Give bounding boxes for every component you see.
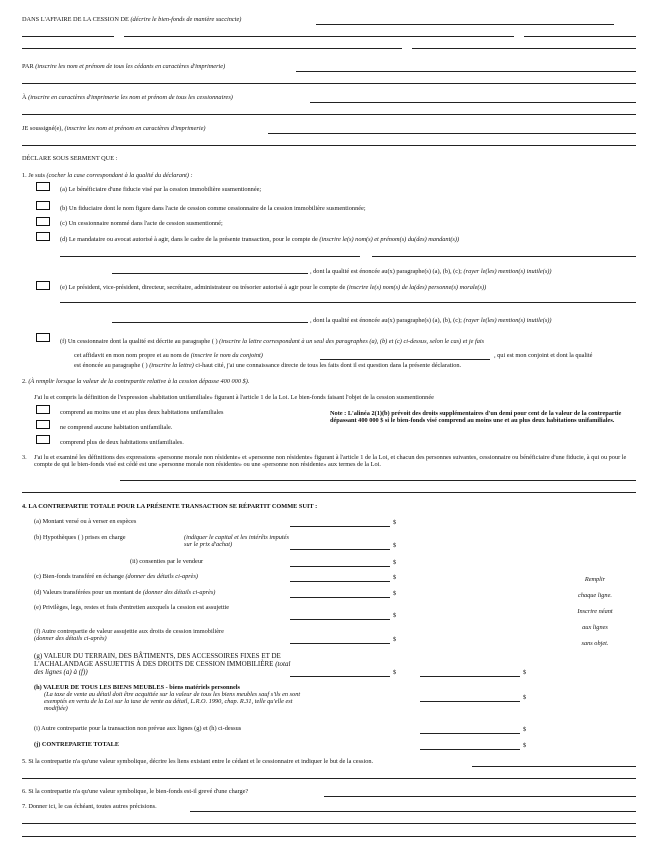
1f-line3: est énoncée au paragraphe ( ) (inscrire la lettre) ci-haut cité, j'ai une connaissance directe de tous les faits dont il est question dans la présente déclaration. xyxy=(74,362,462,369)
item-1a: (a) Le bénéficiaire d'une fiducie visé par la cession immobilière susmentionnée; xyxy=(60,186,262,193)
line-4d-label: (d) Valeurs transférées pour un montant de (donner des détails ci-après) xyxy=(34,589,216,596)
1e-field-line2[interactable] xyxy=(112,322,308,323)
section2-intro: J'ai lu et compris la définition de l'expression «habitation unifamiliale» figurant à l'article 1 de la Loi. Le bien-fonds faisant l'objet de la cession susmentionnée xyxy=(34,394,434,401)
1d-field-line1[interactable] xyxy=(60,256,360,257)
checkbox-2b[interactable] xyxy=(36,420,50,429)
line-4b2-unit: $ xyxy=(393,559,397,566)
side-note-1: Remplir xyxy=(584,576,606,583)
line-4e-unit: $ xyxy=(393,612,397,619)
a-field-line2[interactable] xyxy=(22,114,636,115)
je-field-line2[interactable] xyxy=(22,145,636,146)
checkbox-1f[interactable] xyxy=(36,333,50,342)
checkbox-1b[interactable] xyxy=(36,201,50,210)
option-2a: comprend au moins une et au plus deux habitations unifamiliales xyxy=(60,409,224,416)
side-note-2: chaque ligne. xyxy=(578,592,612,599)
section5-field-line1[interactable] xyxy=(472,766,636,767)
1f-line2: cet affidavit en mon nom propre et au nom de (inscrire le nom du conjoint) xyxy=(74,352,263,359)
line-4h-unit: $ xyxy=(523,694,527,701)
affaire-field-line3b[interactable] xyxy=(412,48,636,49)
section3-text: J'ai lu et examiné les définitions des expressions «personne morale non résidente» et «personne non résidente» figurant à l'article 1 de la Loi, et chacun des personnes suivantes, cessionnaire ou bénéficiaire d'une fiducie, à qui ou pour le compte de qui le bien-fonds visé est cédé est une «personne morale non résidente» ou une «personne non résidente» aux termes de la Loi. xyxy=(34,454,627,469)
par-field-line2[interactable] xyxy=(22,83,636,84)
section3-num: 3. xyxy=(22,454,27,461)
affaire-field-line3[interactable] xyxy=(22,48,402,49)
line-4a-label: (a) Montant versé ou à verser en espèces xyxy=(34,518,137,525)
side-note-5: sans objet. xyxy=(581,640,609,647)
1d-field-line1b[interactable] xyxy=(372,256,636,257)
affaire-label: DANS L'AFFAIRE DE LA CESSION DE (décrire le bien-fonds de manière succincte) xyxy=(22,16,242,23)
section2-note: Note : L'alinéa 2(1)(b) prévoit des droits supplémentaires d'un demi pour cent de la valeur de la contrepartie dépassant 400 000 $ si le bien-fonds visé comprend au moins une et au plus deux habitations unifamiliales. xyxy=(330,410,622,425)
1e-field-line1[interactable] xyxy=(60,302,636,303)
checkbox-1e[interactable] xyxy=(36,281,50,290)
line-4b1-hint: (indiquer le capital et les intérêts imputés sur le prix d'achat) xyxy=(184,534,289,549)
line-4d-field[interactable] xyxy=(290,597,390,598)
section3-field-line2[interactable] xyxy=(22,492,636,493)
item-1d: (d) Le mandataire ou avocat autorisé à agir, dans le cadre de la présente transaction, pour le compte de (inscrire le(s) nom(s) et prénom(s) du(des) mandant(s)) xyxy=(60,236,460,243)
option-2c: comprend plus de deux habitations unifamiliales. xyxy=(60,439,184,446)
line-4g-field[interactable] xyxy=(420,676,520,677)
side-note-3: Inscrire néant xyxy=(577,608,613,615)
line-4g-unit: $ xyxy=(523,669,527,676)
option-2b: ne comprend aucune habitation unifamiliale. xyxy=(60,424,173,431)
line-4b1-unit: $ xyxy=(393,542,397,549)
line-4c-field[interactable] xyxy=(290,581,390,582)
line-4b2-label: (ii) consenties par le vendeur xyxy=(130,558,204,565)
a-field[interactable] xyxy=(310,102,636,103)
par-label: PAR (inscrire les nom et prénom de tous les cédants en caractères d'imprimerie) xyxy=(22,63,226,70)
1f-line2-end: , qui est mon conjoint et dont la qualité xyxy=(494,352,593,359)
line-4d-unit: $ xyxy=(393,590,397,597)
line-4c-unit: $ xyxy=(393,574,397,581)
section7-field-line2[interactable] xyxy=(22,823,636,824)
line-4h-label: (h) VALEUR DE TOUS LES BIENS MEUBLES - biens matériels personnels xyxy=(34,684,240,691)
line-4i-field[interactable] xyxy=(420,733,520,734)
item-1c: (c) Un cessionnaire nommé dans l'acte de cession susmentionné; xyxy=(60,220,223,227)
line-4a-unit: $ xyxy=(393,519,397,526)
section7-field-line1[interactable] xyxy=(190,811,636,812)
item-1f: (f) Un cessionnaire dont la qualité est décrite au paragraphe ( ) (inscrire la lettre correspondant à un seul des paragraphes (a), (b) et (c) ci-dessus, selon le cas) et je fais xyxy=(60,338,485,345)
line-4e-field[interactable] xyxy=(290,619,390,620)
section1-intro: 1. Je suis (cocher la case correspondant à la qualité du déclarant) : xyxy=(22,172,193,179)
line-4h-hint: (La taxe de vente au détail doit être acquittée sur la valeur de tous les biens meubles sauf s'ils en sont exemptés en vertu de la Loi sur la taxe de vente au détail, L.R.O. 1990, chap. R.31, telle qu'elle est modifiée) xyxy=(44,691,301,713)
affaire-field-line2c[interactable] xyxy=(524,36,636,37)
checkbox-1c[interactable] xyxy=(36,217,50,226)
line-4h-field[interactable] xyxy=(420,701,520,702)
checkbox-1d[interactable] xyxy=(36,232,50,241)
line-4e-label: (e) Privilèges, legs, restes et frais d'entretien auxquels la cession est assujettie xyxy=(34,604,230,611)
a-label: À (inscrire en caractères d'imprimerie les nom et prénom de tous les cessionnaires) xyxy=(22,94,233,101)
checkbox-2a[interactable] xyxy=(36,405,50,414)
line-4f-label: (f) Autre contrepartie de valeur assujettie aux droits de cession immobilière (donner des détails ci-après) xyxy=(34,628,224,643)
1d-field-line2[interactable] xyxy=(112,273,308,274)
spouse-name-field[interactable] xyxy=(320,359,490,360)
line-4g-field-left[interactable] xyxy=(290,676,390,677)
par-field[interactable] xyxy=(296,71,636,72)
line-4i-unit: $ xyxy=(523,726,527,733)
line-4g-unit-left: $ xyxy=(393,669,397,676)
section3-field-line1[interactable] xyxy=(120,480,636,481)
line-4c-label: (c) Bien-fonds transféré en échange (donner des détails ci-après) xyxy=(34,573,199,580)
section6-field[interactable] xyxy=(324,796,636,797)
section5-text: 5. Si la contrepartie n'a qu'une valeur symbolique, décrire les liens existant entre le cédant et le cessionnaire et indiquer le but de la cession. xyxy=(22,758,374,765)
item-1b: (b) Un fiduciaire dont le nom figure dans l'acte de cession comme cessionnaire de la cession immobilière susmentionnée; xyxy=(60,205,366,212)
line-4j-label: (j) CONTREPARTIE TOTALE xyxy=(34,741,120,748)
je-field[interactable] xyxy=(268,133,636,134)
line-4b1-label: (b) Hypothèques ( ) prises en charge xyxy=(34,534,126,541)
line-4g-label: (g) VALEUR DU TERRAIN, DES BÂTIMENTS, DES ACCESSOIRES FIXES ET DE L'ACHALANDAGE ASSUJETTIS À DES DROITS DE CESSION IMMOBILIÈRE (total des lignes (a) à (f)) xyxy=(34,652,291,677)
je-label: JE soussigné(e), (inscrire les nom et prénom en caractères d'imprimerie) xyxy=(22,125,206,132)
line-4j-unit: $ xyxy=(523,742,527,749)
line-4b2-field[interactable] xyxy=(290,566,390,567)
affaire-field-line2b[interactable] xyxy=(124,36,514,37)
1e-qualite: , dont la qualité est énoncée au(x) paragraphe(s) (a), (b), (c); (rayer le(les) mention(s) inutile(s)) xyxy=(310,317,552,324)
section2-title: 2. (À remplir lorsque la valeur de la contrepartie relative à la cession dépasse 400 000 $). xyxy=(22,378,250,385)
item-1e: (e) Le président, vice-président, directeur, secrétaire, administrateur ou trésorier autorisé à agir pour le compte de (inscrire le(s) nom(s) de la(des) personne(s) morale(s)) xyxy=(60,284,487,291)
line-4f-field[interactable] xyxy=(290,643,390,644)
line-4b1-field[interactable] xyxy=(290,549,390,550)
line-4f-unit: $ xyxy=(393,636,397,643)
1d-qualite: , dont la qualité est énoncée au(x) paragraphe(s) (a), (b), (c); (rayer le(les) mention(s) inutile(s)) xyxy=(310,268,552,275)
section5-field-line2[interactable] xyxy=(22,778,636,779)
section6-text: 6. Si la contrepartie n'a qu'une valeur symbolique, le bien-fonds est-il grevé d'une charge? xyxy=(22,788,249,795)
side-note-4: aux lignes xyxy=(582,624,608,631)
section7-text: 7. Donner ici, le cas échéant, toutes autres précisions. xyxy=(22,803,157,810)
line-4a-field[interactable] xyxy=(290,526,390,527)
affaire-field[interactable] xyxy=(316,24,614,25)
checkbox-1a[interactable] xyxy=(36,182,50,191)
line-4i-label: (i) Autre contrepartie pour la transaction non prévue aux lignes (g) et (h) ci-dessus xyxy=(34,725,242,732)
declare-heading: DÉCLARE SOUS SERMENT QUE : xyxy=(22,155,118,162)
checkbox-2c[interactable] xyxy=(36,435,50,444)
affaire-field-line2[interactable] xyxy=(22,36,114,37)
section7-field-line3[interactable] xyxy=(22,836,636,837)
section4-title: 4. LA CONTREPARTIE TOTALE POUR LA PRÉSENTE TRANSACTION SE RÉPARTIT COMME SUIT : xyxy=(22,503,318,510)
line-4j-field[interactable] xyxy=(420,749,520,750)
